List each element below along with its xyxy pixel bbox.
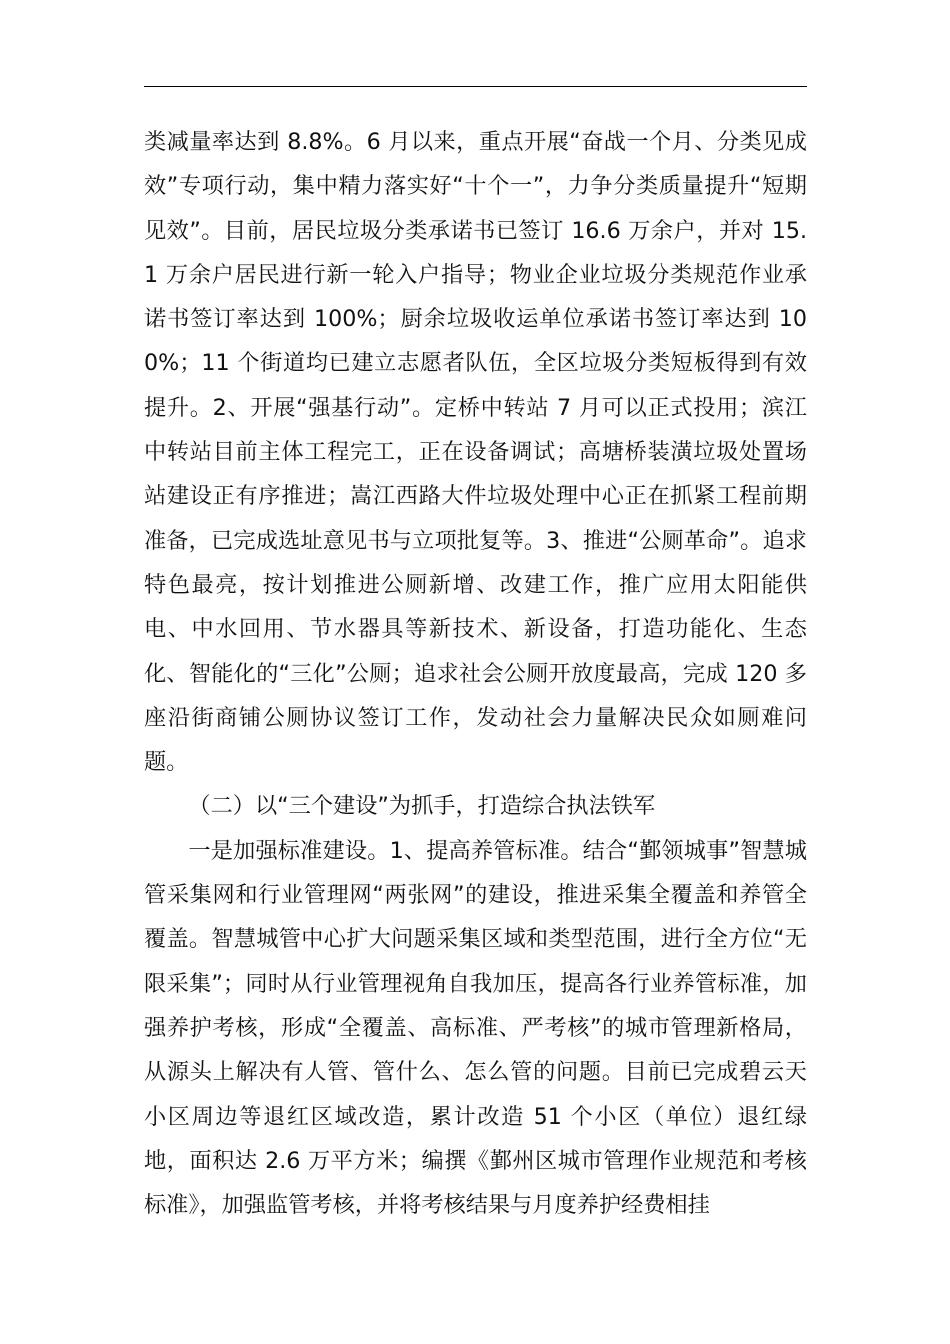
header-rule xyxy=(144,86,807,87)
document-body xyxy=(144,120,807,1227)
paragraph-standards: 一是加强标准建设。1、提高养管标准。结合“鄞领城事”智慧城管采集网和行业管理网“两张网”的建设，推进采集全覆盖和养管全覆盖。智慧城管中心扩大问题采集区域和类型范围，进行全方位“无限采集”；同时从行业管理视角自我加压，提高各行业养管标准，加强养护考核，形成“全覆盖、高标准、严考核”的城市管理新格局，从源头上解决有人管、管什么、怎么管的问题。目前已完成碧云天小区周边等退红区域改造，累计改造 51 个小区（单位）退红绿地，面积达 2.6 万平方米；编撰《鄞州区城市管理作业规范和考核标准》，加强监管考核，并将考核结果与月度养护经费相挂 xyxy=(144,837,807,1219)
paragraph-continuation: 类减量率达到 8.8%。6 月以来，重点开展“奋战一个月、分类见成效”专项行动，集中精力落实好“十个一”，力争分类质量提升“短期见效”。目前，居民垃圾分类承诺书已签订 16.6 万余户，并对 15.1 万余户居民进行新一轮入户指导；物业企业垃圾分类规范作业承诺书签订率达到 100%；厨余垃圾收运单位承诺书签订率达到 100%；11 个街道均已建立志愿者队伍，全区垃圾分类短板得到有效提升。2、开展“强基行动”。定桥中转站 7 月可以正式投用；滨江中转站目前主体工程完工，正在设备调试；高塘桥装潢垃圾处置场站建设正有序推进；嵩江西路大件垃圾处理中心正在抓紧工程前期准备，已完成选址意见书与立项批复等。3、推进“公厕革命”。追求特色最亮，按计划推进公厕新增、改建工作，推广应用太阳能供电、中水回用、节水器具等新技术、新设备，打造功能化、生态化、智能化的“三化”公厕；追求社会公厕开放度最高，完成 120 多座沿街商铺公厕协议签订工作，发动社会力量解决民众如厕难问题。 xyxy=(144,129,807,776)
section-heading: （二）以“三个建设”为抓手，打造综合执法铁军 xyxy=(188,793,656,820)
